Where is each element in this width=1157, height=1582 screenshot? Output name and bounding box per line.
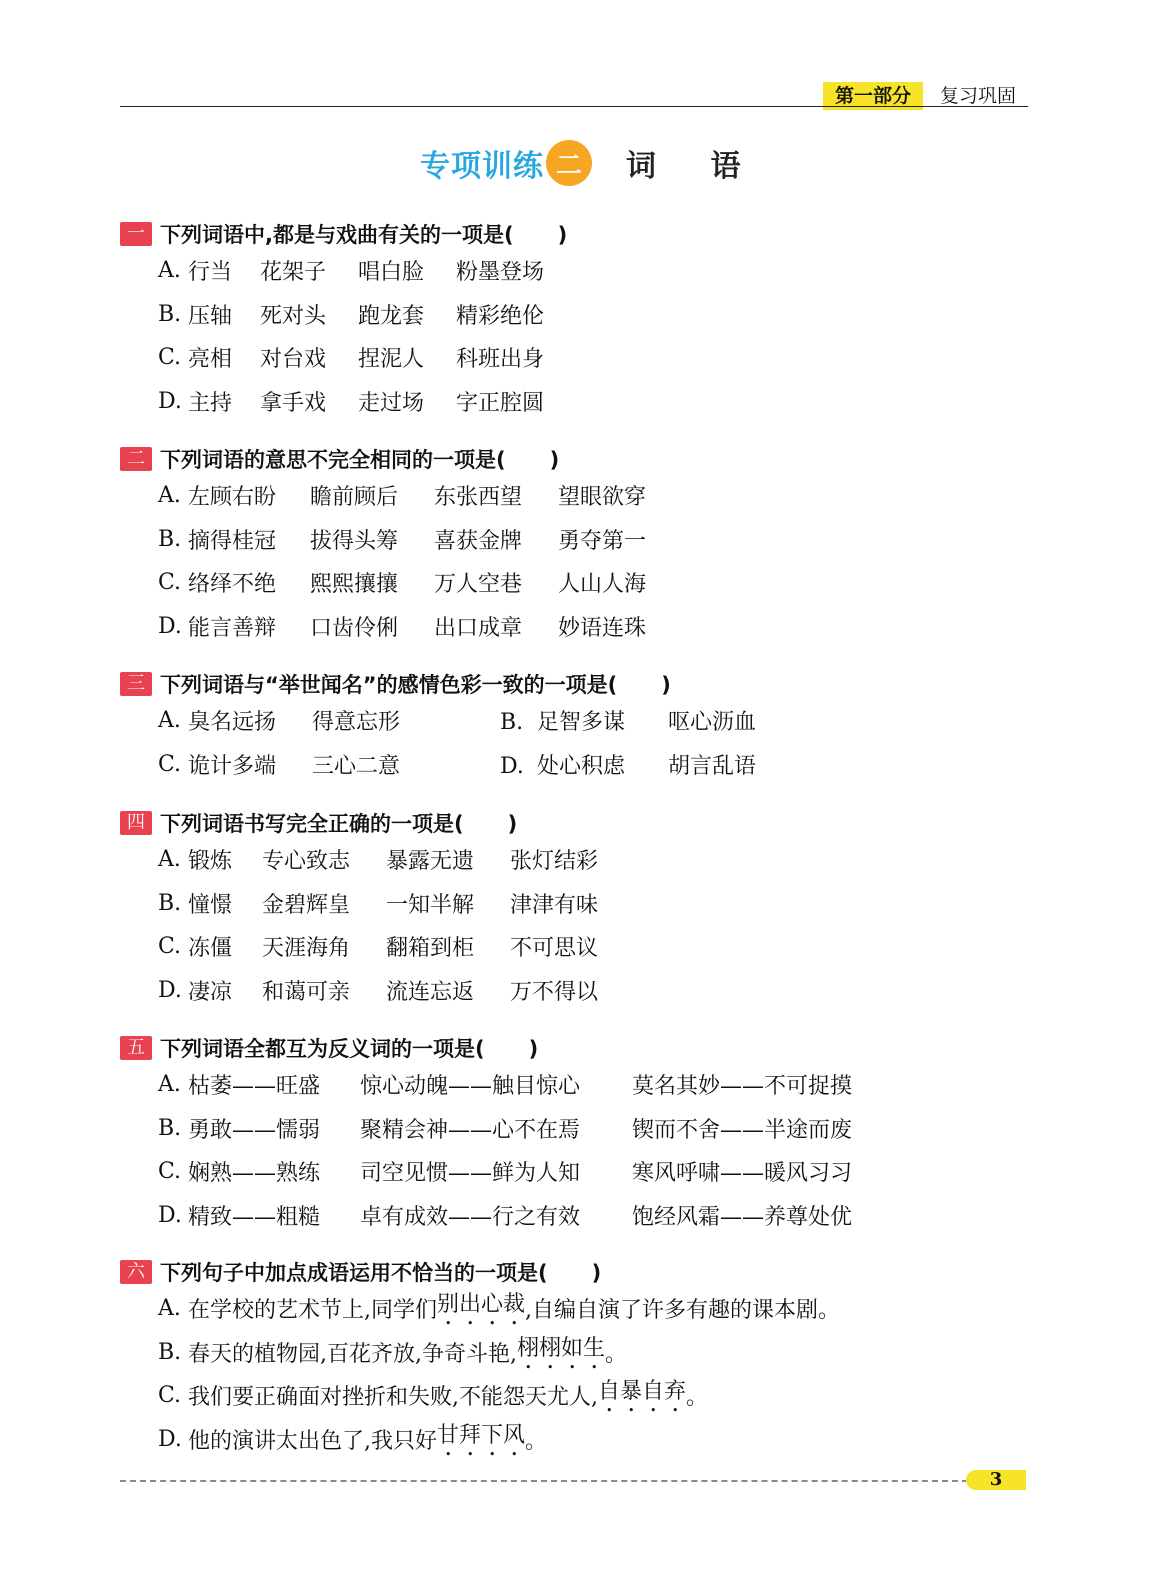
option-word: 锻炼 — [188, 849, 233, 875]
option-word: 亮相 — [188, 347, 233, 373]
question-number-badge: 三 — [120, 672, 152, 696]
option-letter: C. — [158, 345, 182, 371]
option-word: 左顾右盼 — [188, 485, 277, 511]
page-number: 3 — [966, 1470, 1026, 1490]
title-prefix: 专项训练 — [420, 149, 544, 184]
option-letter: C. — [158, 1383, 182, 1409]
option-c — [120, 336, 1020, 380]
option-word: 暴露无遗 — [386, 849, 475, 875]
sentence-text: 。 — [686, 1385, 709, 1411]
option-word: 处心积虑 — [537, 753, 626, 779]
option-letter: B. — [158, 890, 182, 916]
option-word: 足智多谋 — [537, 710, 626, 736]
option-row-cd — [120, 743, 1020, 787]
option-b — [120, 1331, 1020, 1375]
question-stem: 下列词语书写完全正确的一项是( — [160, 812, 464, 836]
question-2 — [120, 444, 1020, 648]
option-word: 专心致志 — [262, 849, 351, 875]
section-label: 复习巩固 — [940, 85, 1017, 107]
option-letter: A. — [158, 847, 181, 873]
option-row-ab — [120, 699, 1020, 743]
option-word: 万人空巷 — [434, 572, 523, 598]
option-letter: D. — [158, 977, 182, 1003]
footer-rule — [120, 1480, 968, 1482]
option-letter: D. — [500, 753, 524, 779]
option-word: 字正腔圆 — [456, 390, 545, 416]
option-word: 勇敢——懦弱 — [188, 1117, 321, 1143]
option-letter: D. — [158, 1426, 182, 1452]
option-a — [120, 1063, 1020, 1107]
sentence-text: 春天的植物园,百花齐放,争奇斗艳, — [188, 1341, 517, 1367]
option-word: 瞻前顾后 — [310, 485, 399, 511]
question-4 — [120, 808, 1020, 1012]
option-word: 精彩绝伦 — [456, 303, 545, 329]
option-word: 万不得以 — [510, 979, 599, 1005]
option-a — [120, 249, 1020, 293]
option-c — [120, 1150, 1020, 1194]
option-word: 饱经风霜——养尊处优 — [632, 1204, 853, 1230]
option-b — [120, 882, 1020, 926]
option-d — [120, 1194, 1020, 1238]
question-number-badge: 五 — [120, 1036, 152, 1060]
page-title — [420, 138, 762, 188]
option-word: 望眼欲穿 — [558, 485, 647, 511]
option-c — [120, 1374, 1020, 1418]
answer-paren: ) — [549, 1261, 602, 1285]
option-letter: A. — [158, 483, 181, 509]
question-number-badge: 六 — [120, 1260, 152, 1284]
title-topic: 词 语 — [626, 149, 763, 184]
option-word: 捏泥人 — [358, 347, 425, 373]
option-letter: C. — [158, 751, 182, 777]
option-word: 臭名远扬 — [188, 710, 277, 736]
sentence-text: 在学校的艺术节上,同学们 — [188, 1298, 437, 1324]
option-letter: D. — [158, 388, 182, 414]
option-letter: C. — [158, 570, 182, 596]
title-number-badge: 二 — [546, 140, 592, 186]
option-word: 能言善辩 — [188, 615, 277, 641]
dotted-idiom: 别出心裁 — [437, 1292, 526, 1318]
answer-paren: ) — [619, 673, 671, 697]
option-letter: B. — [158, 526, 182, 552]
option-word: 诡计多端 — [188, 753, 277, 779]
question-stem: 下列句子中加点成语运用不恰当的一项是( — [160, 1261, 548, 1285]
option-c — [120, 925, 1020, 969]
question-number-badge: 二 — [120, 447, 152, 471]
option-word: 津津有味 — [510, 892, 599, 918]
header-rule — [120, 106, 1028, 107]
sentence-text: ,自编自演了许多有趣的课本剧。 — [525, 1298, 841, 1324]
option-word: 张灯结彩 — [510, 849, 599, 875]
question-stem: 下列词语与“举世闻名”的感情色彩一致的一项是( — [160, 673, 618, 697]
answer-paren: ) — [515, 223, 568, 247]
option-word: 主持 — [188, 390, 233, 416]
question-number-badge: 一 — [120, 222, 152, 246]
option-word: 花架子 — [260, 260, 327, 286]
option-word: 卓有成效——行之有效 — [360, 1204, 581, 1230]
option-word: 熙熙攘攘 — [310, 572, 399, 598]
option-d — [120, 380, 1020, 424]
option-b — [120, 518, 1020, 562]
option-letter: C. — [158, 934, 182, 960]
option-word: 摘得桂冠 — [188, 528, 277, 554]
option-word: 一知半解 — [386, 892, 475, 918]
option-word: 走过场 — [358, 390, 425, 416]
option-word: 人山人海 — [558, 572, 647, 598]
option-word: 聚精会神——心不在焉 — [360, 1117, 581, 1143]
answer-paren: ) — [465, 812, 518, 836]
option-word: 翻箱到柜 — [386, 936, 475, 962]
option-a — [120, 838, 1020, 882]
answer-paren: ) — [507, 448, 560, 472]
option-letter: B. — [158, 1115, 182, 1141]
option-word: 压轴 — [188, 303, 233, 329]
option-word: 寒风呼啸——暖风习习 — [632, 1161, 853, 1187]
option-word: 惊心动魄——触目惊心 — [360, 1074, 581, 1100]
option-word: 枯萎——旺盛 — [188, 1074, 321, 1100]
option-a — [120, 1287, 1020, 1331]
option-word: 粉墨登场 — [456, 260, 545, 286]
sentence-text: 。 — [605, 1341, 628, 1367]
question-stem: 下列词语的意思不完全相同的一项是( — [160, 448, 506, 472]
option-word: 络绎不绝 — [188, 572, 277, 598]
sentence-text: 。 — [525, 1428, 548, 1454]
option-word: 行当 — [188, 260, 233, 286]
part-badge: 第一部分 — [823, 82, 923, 110]
option-word: 莫名其妙——不可捉摸 — [632, 1074, 853, 1100]
option-word: 科班出身 — [456, 347, 545, 373]
question-5 — [120, 1033, 1020, 1237]
option-letter: A. — [158, 1072, 181, 1098]
option-word: 流连忘返 — [386, 979, 475, 1005]
option-word: 精致——粗糙 — [188, 1204, 321, 1230]
option-word: 憧憬 — [188, 892, 233, 918]
sentence-text: 他的演讲太出色了,我只好 — [188, 1428, 437, 1454]
option-d — [120, 605, 1020, 649]
option-letter: C. — [158, 1159, 182, 1185]
answer-paren: ) — [486, 1037, 539, 1061]
option-word: 凄凉 — [188, 979, 233, 1005]
option-word: 不可思议 — [510, 936, 599, 962]
option-letter: B. — [500, 710, 524, 736]
option-word: 唱白脸 — [358, 260, 425, 286]
question-1 — [120, 219, 1020, 423]
option-word: 司空见惯——鲜为人知 — [360, 1161, 581, 1187]
option-d — [120, 1418, 1020, 1462]
option-word: 跑龙套 — [358, 303, 425, 329]
option-word: 出口成章 — [434, 615, 523, 641]
dotted-idiom: 栩栩如生 — [516, 1335, 605, 1361]
option-letter: D. — [158, 613, 182, 639]
option-word: 拿手戏 — [260, 390, 327, 416]
dotted-idiom: 自暴自弃 — [598, 1379, 687, 1405]
option-word: 得意忘形 — [312, 710, 401, 736]
option-word: 死对头 — [260, 303, 327, 329]
option-word: 胡言乱语 — [668, 753, 757, 779]
option-word: 锲而不舍——半途而废 — [632, 1117, 853, 1143]
option-letter: A. — [158, 258, 181, 284]
option-word: 金碧辉皇 — [262, 892, 351, 918]
question-3 — [120, 669, 1020, 786]
option-word: 娴熟——熟练 — [188, 1161, 321, 1187]
option-word: 和蔼可亲 — [262, 979, 351, 1005]
option-word: 喜获金牌 — [434, 528, 523, 554]
option-b — [120, 1107, 1020, 1151]
option-word: 冻僵 — [188, 936, 233, 962]
option-letter: D. — [158, 1202, 182, 1228]
option-word: 口齿伶俐 — [310, 615, 399, 641]
dotted-idiom: 甘拜下风 — [437, 1422, 526, 1448]
option-letter: B. — [158, 301, 182, 327]
option-word: 拔得头筹 — [310, 528, 399, 554]
option-word: 对台戏 — [260, 347, 327, 373]
question-stem: 下列词语中,都是与戏曲有关的一项是( — [160, 223, 514, 247]
option-letter: A. — [158, 708, 181, 734]
option-word: 勇夺第一 — [558, 528, 647, 554]
option-word: 天涯海角 — [262, 936, 351, 962]
option-word: 妙语连珠 — [558, 615, 647, 641]
option-c — [120, 561, 1020, 605]
option-word: 呕心沥血 — [668, 710, 757, 736]
question-6 — [120, 1257, 1020, 1461]
option-word: 东张西望 — [434, 485, 523, 511]
option-b — [120, 293, 1020, 337]
option-letter: B. — [158, 1339, 182, 1365]
option-d — [120, 969, 1020, 1013]
option-word: 三心二意 — [312, 753, 401, 779]
option-letter: A. — [158, 1296, 181, 1322]
sentence-text: 我们要正确面对挫折和失败,不能怨天尤人, — [188, 1385, 598, 1411]
question-number-badge: 四 — [120, 811, 152, 835]
question-stem: 下列词语全都互为反义词的一项是( — [160, 1037, 485, 1061]
option-a — [120, 474, 1020, 518]
